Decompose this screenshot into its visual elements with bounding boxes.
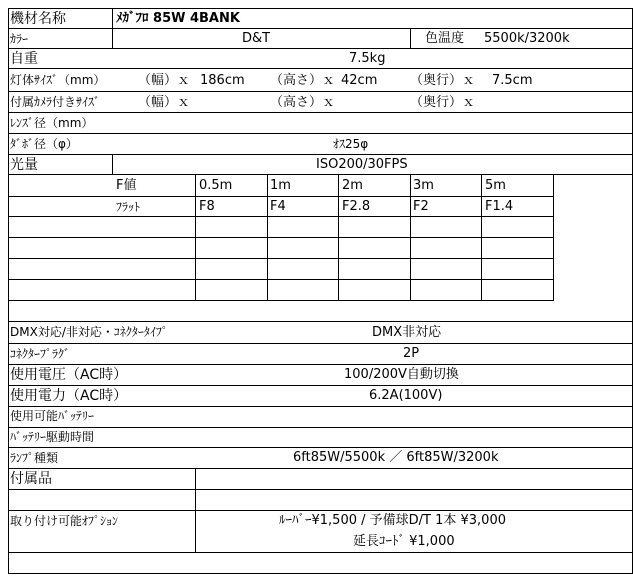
weight-value: 7.5kg [349, 51, 386, 66]
flat-f-value-1m: F4 [270, 199, 286, 214]
camera-height-label: （高さ）ｘ [270, 95, 336, 110]
iso-setting: ISO200/30FPS [316, 157, 408, 172]
options-label: 取り付け可能ｵﾌﾟｼｮﾝ [10, 514, 119, 528]
power-consumption-label: 使用電力（AC時） [10, 388, 128, 404]
distance-header-1m: 1m [270, 178, 291, 193]
body-depth-label: （奥行）ｘ [410, 73, 476, 88]
body-height-label: （高さ）ｘ [270, 73, 336, 88]
body-depth-value: 7.5cm [492, 73, 533, 88]
accessories-label: 付属品 [10, 471, 52, 487]
color-value: D&T [242, 31, 271, 46]
body-height-value: 42cm [341, 73, 378, 88]
camera-size-label: 付属ｶﾒﾗ付きｻｲｽﾞ [10, 95, 101, 109]
camera-depth-label: （奥行）ｘ [410, 95, 476, 110]
light-output-label: 光量 [10, 157, 38, 173]
camera-width-label: （幅）ｘ [138, 95, 191, 110]
dowel-diameter-value: ｵｽ25φ [333, 137, 369, 151]
body-width-value: 186cm [200, 73, 245, 88]
flat-f-value-3m: F2 [413, 199, 429, 214]
connector-plug-value: 2P [403, 346, 420, 361]
flat-f-value-5m: F1.4 [485, 199, 514, 214]
color-temperature-label: 色温度 [425, 31, 465, 46]
distance-header-2m: 2m [342, 178, 363, 193]
battery-runtime-label: ﾊﾞｯﾃﾘｰ駆動時間 [10, 430, 95, 444]
dmx-label: DMX対応/非対応・ｺﾈｸﾀｰﾀｲﾌﾟ [10, 325, 168, 339]
dowel-diameter-label: ﾀﾞﾎﾞ径（φ） [10, 137, 78, 151]
color-label: ｶﾗｰ [10, 32, 29, 46]
color-temperature-value: 5500k/3200k [484, 31, 570, 46]
body-width-label: （幅）ｘ [138, 73, 191, 88]
distance-header-5m: 5m [485, 178, 506, 193]
lamp-type-value: 6ft85W/5500k ／ 6ft85W/3200k [293, 450, 499, 465]
f-number-header: F値 [116, 178, 137, 193]
connector-plug-label: ｺﾈｸﾀｰﾌﾟﾗｸﾞ [10, 347, 71, 361]
voltage-label: 使用電圧（AC時） [10, 367, 128, 383]
lamp-type-label: ﾗﾝﾌﾟ種類 [10, 451, 59, 465]
weight-label: 自重 [10, 51, 38, 67]
flat-mode-label: ﾌﾗｯﾄ [116, 200, 141, 214]
voltage-value: 100/200V自動切換 [344, 367, 459, 382]
body-size-label: 灯体ｻｲｽﾞ（mm） [10, 73, 106, 87]
lens-diameter-label: ﾚﾝｽﾞ径（mm） [10, 116, 94, 130]
distance-header-0-5m: 0.5m [199, 178, 233, 193]
flat-f-value-2m: F2.8 [342, 199, 371, 214]
power-consumption-value: 6.2A(100V) [369, 388, 443, 403]
equipment-model-name: ﾒｶﾞﾌﾛ 85W 4BANK [116, 11, 240, 26]
equipment-name-label: 機材名称 [10, 11, 66, 27]
flat-f-value-0-5m: F8 [199, 199, 215, 214]
options-line-2: 延長ｺｰﾄﾞ ¥1,000 [353, 534, 455, 549]
dmx-value: DMX非対応 [372, 325, 442, 340]
battery-label: 使用可能ﾊﾞｯﾃﾘｰ [10, 409, 95, 423]
options-line-1: ﾙｰﾊﾞｰ¥1,500 / 予備球D/T 1本 ¥3,000 [279, 513, 506, 528]
distance-header-3m: 3m [413, 178, 434, 193]
